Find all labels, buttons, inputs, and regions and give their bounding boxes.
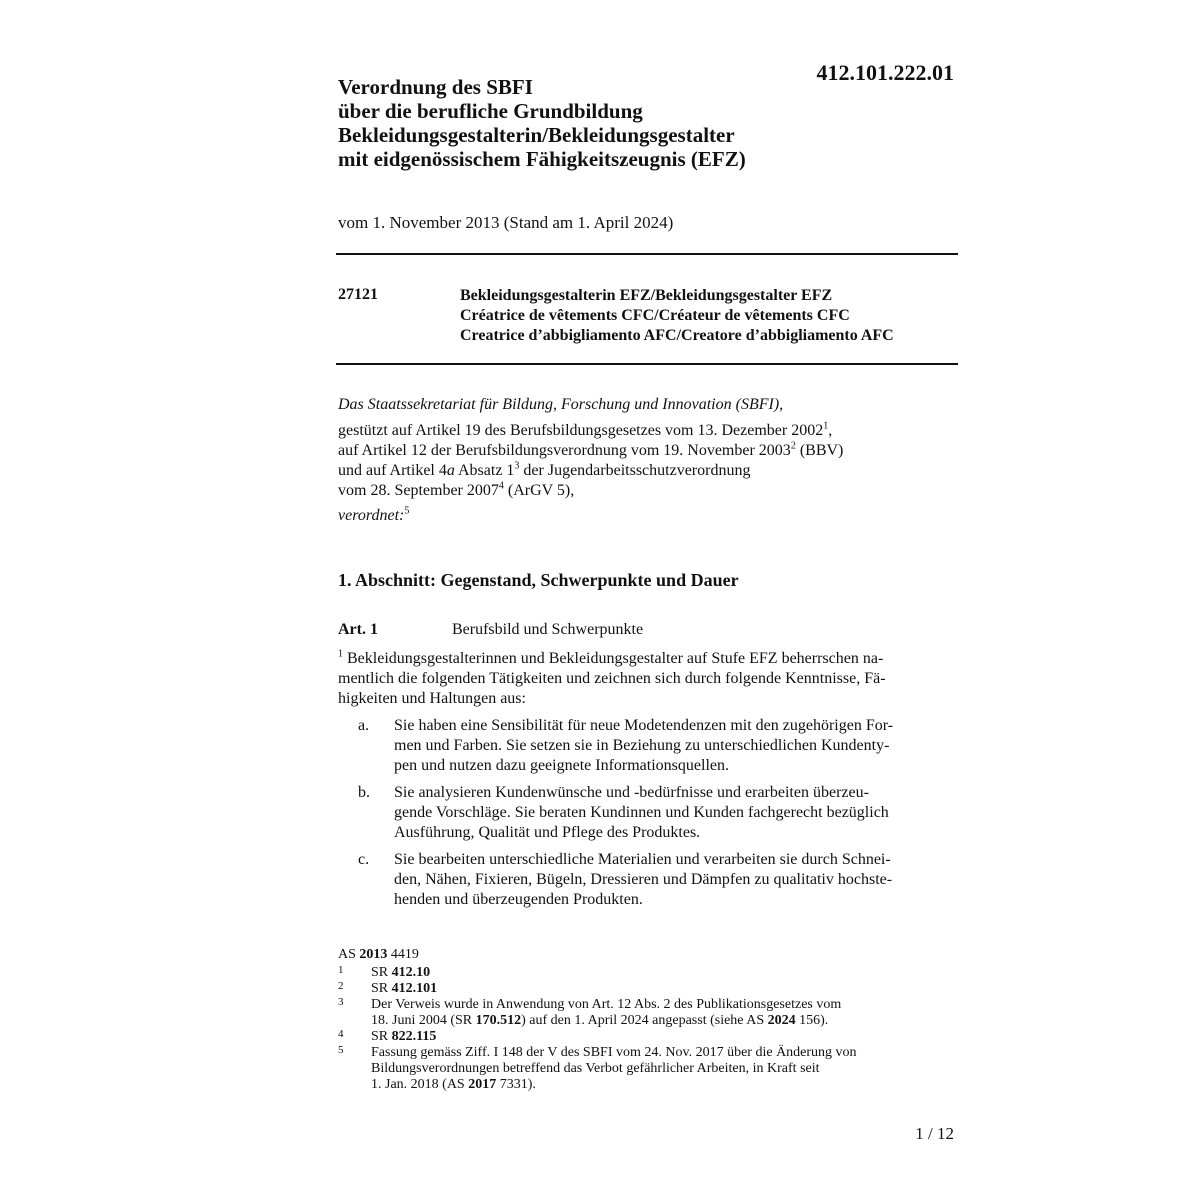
preamble-basis [338, 421, 843, 501]
footnote: 4 SR 822.115 [338, 1028, 437, 1044]
article-number: Art. 1 [338, 621, 378, 638]
footnote-ref[interactable]: 5 [404, 505, 410, 517]
footnote-ref[interactable]: 2 [790, 440, 796, 452]
profession-code: 27121 [338, 286, 378, 303]
footnote-ref[interactable]: 4 [498, 480, 504, 492]
title-line: Verordnung des SBFI [338, 75, 533, 99]
article-items [338, 716, 958, 917]
footnotes [338, 947, 857, 1093]
footnote: 5 Fassung gemäss Ziff. I 148 der V des SBFI vom 24. Nov. 2017 über die Änderung von Bildungsverordnungen betreffend das Verbot gefährlicher Arbeiten, in Kraft seit 1. Jan. 2018 (AS 2017 7331). [338, 1044, 857, 1092]
list-item: c. Sie bearbeiten unterschiedliche Materialien und verarbeiten sie durch Schnei- den, Nähen, Fixieren, Bügeln, Dressieren und Dämpfen zu qualitativ hochste- henden und überzeugenden Produkten. [358, 851, 893, 908]
paragraph-line: higkeiten und Haltungen aus: [338, 690, 526, 707]
title-line: mit eidgenössischem Fähigkeitszeugnis (EFZ) [338, 147, 746, 171]
title-line: über die berufliche Grundbildung [338, 99, 643, 123]
document-date: vom 1. November 2013 (Stand am 1. April 2024) [338, 213, 674, 232]
item-letter: c. [358, 851, 370, 868]
basis-line: und auf Artikel 4a Absatz $1^3$ der Jugendarbeitsschutzverordnung [338, 460, 751, 479]
as-reference: AS 2013 4419 [338, 947, 419, 962]
preamble-issuer: Das Staatssekretariat für Bildung, Forschung und Innovation (SBFI), [338, 396, 784, 413]
list-item: b. Sie analysieren Kundenwünsche und -bedürfnisse und erarbeiten überzeu- gende Vorschläge. Sie beraten Kundinnen und Kunden fachgerecht bezüglich Ausführung, Qualität und Pflege des Produktes. [358, 784, 889, 841]
footnote: 1 SR 412.10 [338, 964, 431, 980]
paragraph-line: $^1$ Bekleidungsgestalterinnen und Bekleidungsgestalter auf Stufe EFZ beherrschen na- [338, 648, 884, 667]
document-title [338, 75, 746, 171]
page-number: 1 / 12 [915, 1124, 954, 1143]
footnote-number: 2 [338, 980, 344, 992]
profession-title-it: Creatrice d’abbigliamento AFC/Creatore d’abbigliamento AFC [460, 327, 894, 344]
footnote: 2 SR 412.101 [338, 980, 438, 996]
article-title: Berufsbild und Schwerpunkte [452, 621, 644, 638]
list-item: a. Sie haben eine Sensibilität für neue Modetendenzen mit den zugehörigen For- men und Farben. Sie setzen sie in Beziehung zu unterschiedlichen Kundenty- pen und nutzen dazu geeignete Informationsquellen. [358, 717, 894, 774]
footnote-number: 3 [338, 996, 344, 1008]
footnote-ref[interactable]: 1 [823, 420, 829, 432]
section-heading: 1. Abschnitt: Gegenstand, Schwerpunkte und Dauer [338, 570, 739, 590]
footnote-number: 5 [338, 1044, 344, 1056]
footnote-number: 4 [338, 1028, 344, 1040]
basis-line: vom 28. September 2007$^4$ (ArGV 5), [338, 480, 575, 499]
title-line: Bekleidungsgestalterin/Bekleidungsgestalter [338, 123, 735, 147]
bottom-divider [336, 363, 958, 365]
basis-line: gestützt auf Artikel 19 des Berufsbildungsgesetzes vom 13. Dezember 2002$^1$, [338, 420, 833, 439]
top-divider [336, 253, 958, 255]
paragraph-number: 1 [338, 648, 343, 660]
preamble-decrees: verordnet:$^5$ [338, 505, 410, 524]
item-letter: b. [358, 784, 370, 801]
basis-line: auf Artikel 12 der Berufsbildungsverordnung vom 19. November 2003$^2$ (BBV) [338, 440, 844, 459]
footnote-ref[interactable]: 3 [514, 460, 520, 472]
sr-number: 412.101.222.01 [816, 60, 954, 85]
profession-title-de: Bekleidungsgestalterin EFZ/Bekleidungsgestalter EFZ [460, 287, 833, 304]
item-letter: a. [358, 717, 370, 734]
profession-title-fr: Créatrice de vêtements CFC/Créateur de vêtements CFC [460, 307, 850, 324]
footnote-number: 1 [338, 964, 344, 976]
article-paragraph [338, 649, 958, 709]
paragraph-line: mentlich die folgenden Tätigkeiten und zeichnen sich durch folgende Kenntnisse, Fä- [338, 670, 886, 687]
profession-titles [460, 286, 894, 346]
footnote: 3 Der Verweis wurde in Anwendung von Art. 12 Abs. 2 des Publikationsgesetzes vom 18. Juni 2004 (SR 170.512) auf den 1. April 2024 angepasst (siehe AS 2024 156). [338, 996, 842, 1028]
